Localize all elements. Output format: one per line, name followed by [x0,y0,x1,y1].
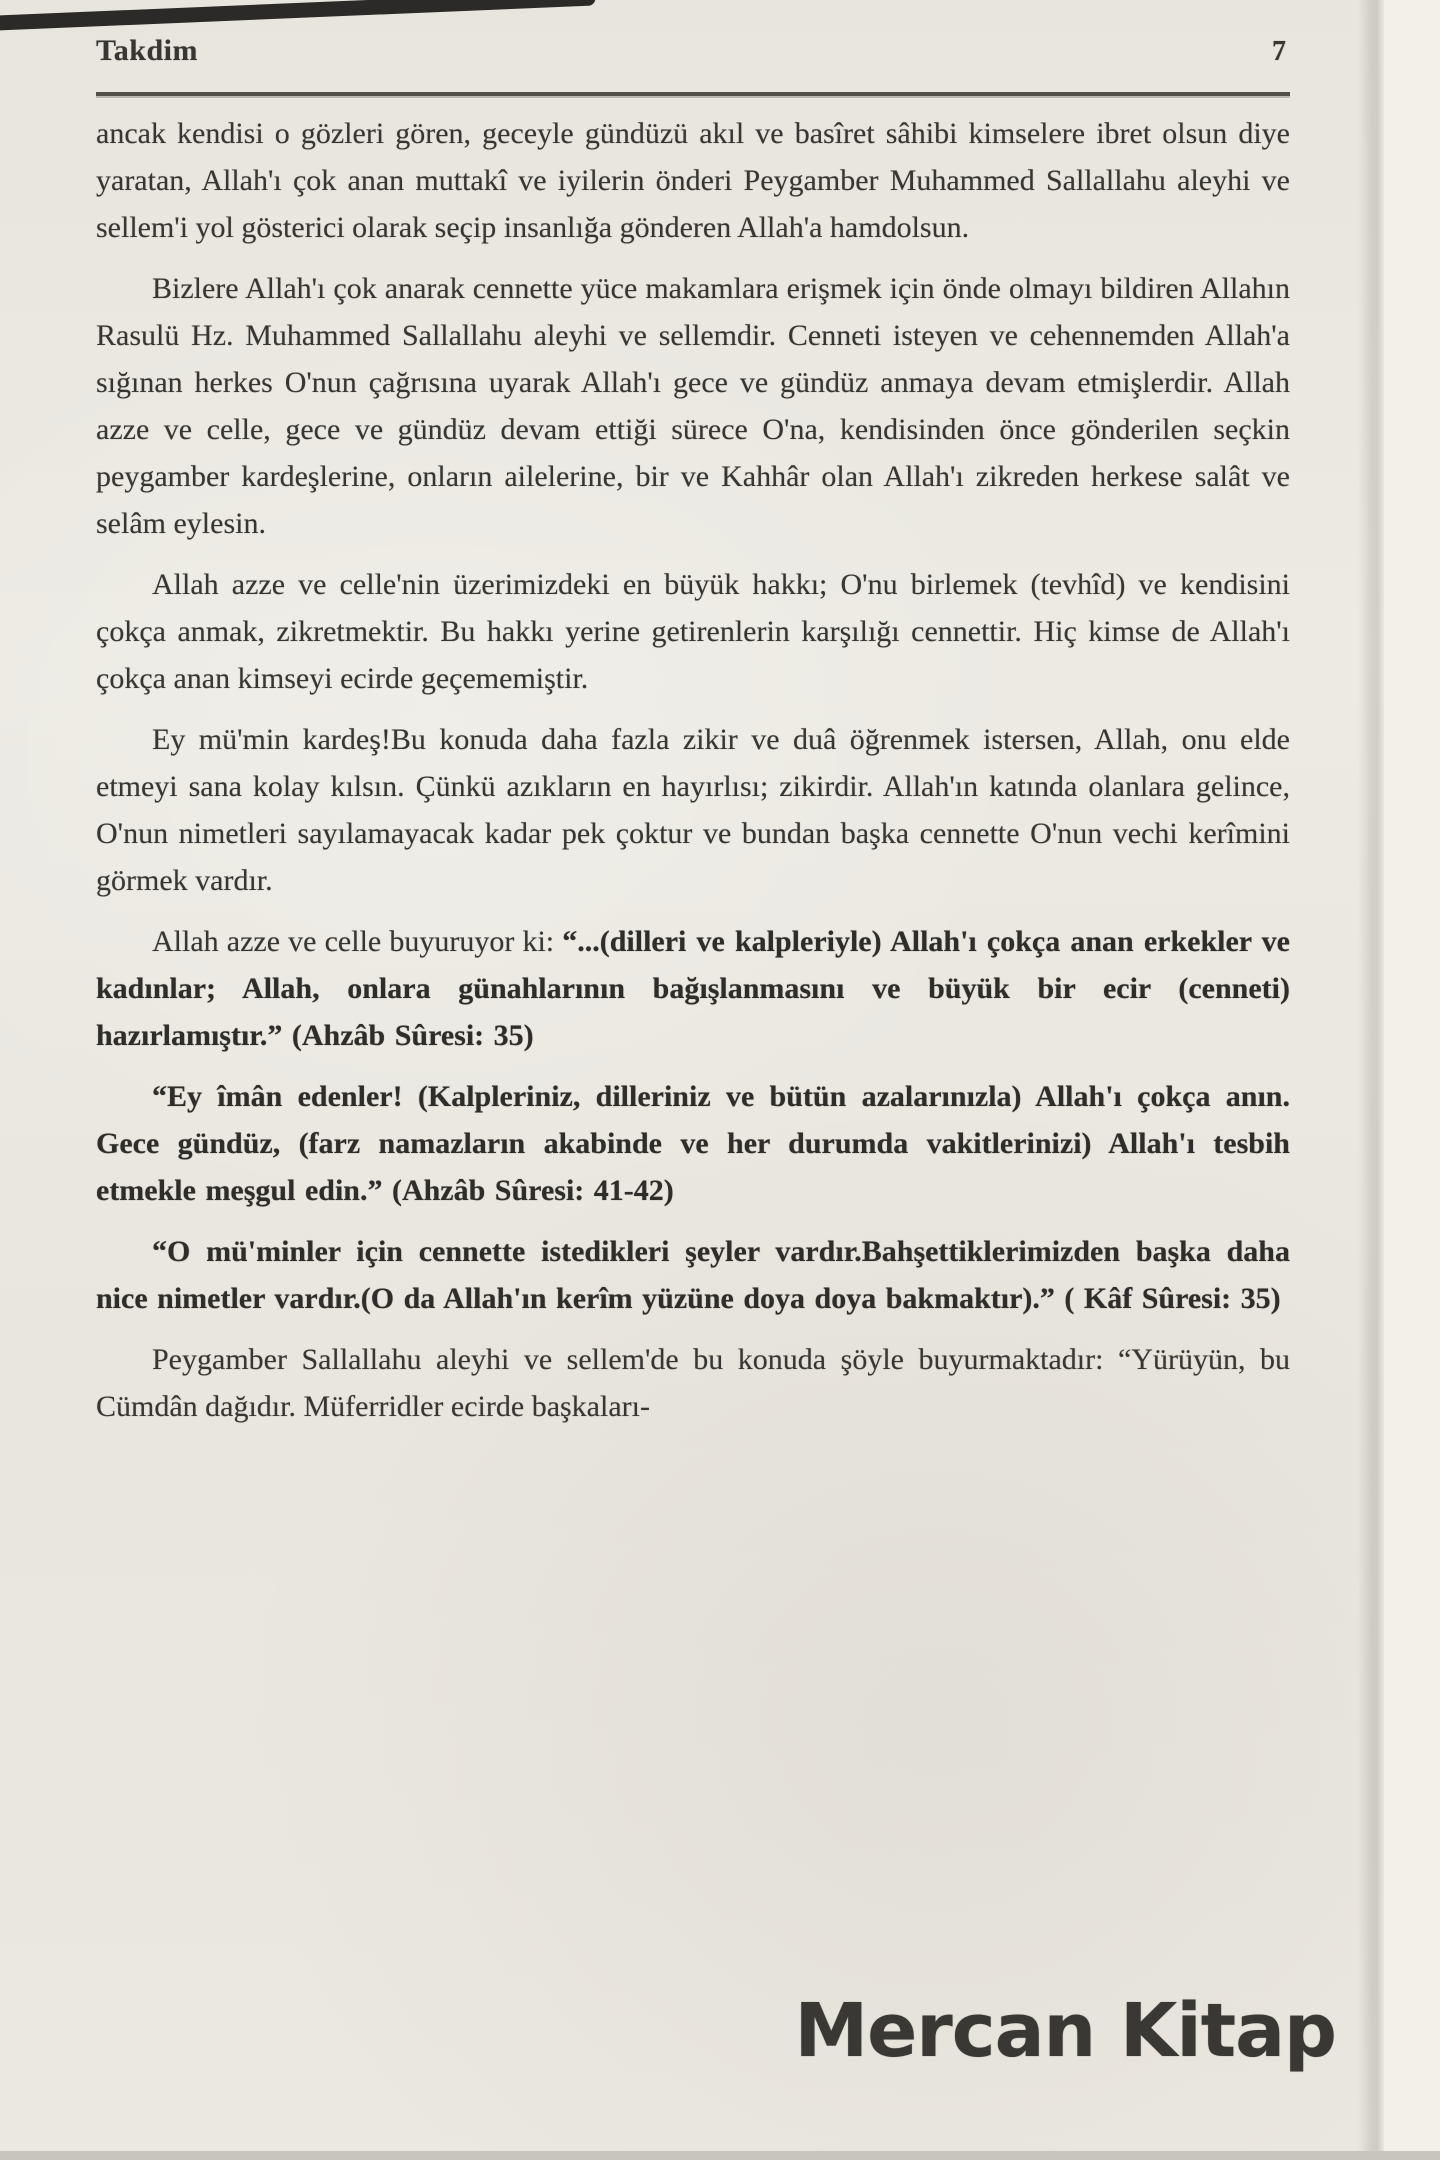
body-paragraph: Bizlere Allah'ı çok anarak cennette yüce makamlara erişmek için önde olmayı bildiren Allahın Rasulü Hz. Muhammed Sallallahu aleyhi ve sellemdir. Cenneti isteyen ve cehennemden Allah'a sığınan herkes O'nun çağrısına uyarak Allah'ı gece ve gündüz anmaya devam etmişlerdir. Allah azze ve celle, gece ve gündüz devam ettiği sürece O'na, kendisinden önce gönderilen seçkin peygamber kardeşlerine, onların ailelerine, bir ve Kahhâr olan Allah'ı zikreden herkese salât ve selâm eylesin. [96,272,1290,540]
page-margin-paper [1378,0,1440,2160]
page-edge-shadow [1358,0,1384,2160]
header-rule [96,92,1290,96]
page-title: Takdim [96,34,198,67]
body-paragraph: Peygamber Sallallahu aleyhi ve sellem'de bu konuda şöyle buyurmaktadır: “Yürüyün, bu Cümdân dağıdır. Müferridler ecirde başkaları- [96,1343,1290,1423]
quote-lead-in: Allah azze ve celle buyuruyor ki: [152,925,563,958]
body-paragraph: ancak kendisi o gözleri gören, geceyle gündüzü akıl ve basîret sâhibi kimselere ibret olsun diye yaratan, Allah'ı çok anan muttakî ve iyilerin önderi Peygamber Muhammed Sallallahu aleyhi ve sellem'i yol gösterici olarak seçip insanlığa gönderen Allah'a hamdolsun. [96,117,1290,244]
scan-artifact-top-left [0,0,596,31]
publisher-logo: Mercan Kitap [794,1988,1336,2074]
page-number: 7 [1272,36,1286,67]
quran-quote: “O mü'minler için cennette istedikleri şeyler vardır.Bahşettiklerimizden başka daha nice nimetler vardır.(O da Allah'ın kerîm yüzüne doya doya bakmaktır).” ( Kâf Sûresi: 35) [96,1235,1290,1315]
quote-paragraph [96,918,1290,1059]
body-text [96,110,1290,1444]
body-paragraph: Allah azze ve celle'nin üzerimizdeki en büyük hakkı; O'nu birlemek (tevhîd) ve kendisini çokça anmak, zikretmektir. Bu hakkı yerine getirenlerin karşılığı cennettir. Hiç kimse de Allah'ı çokça anan kimseyi ecirde geçememiştir. [96,568,1290,695]
quran-quote: “Ey îmân edenler! (Kalpleriniz, dilleriniz ve bütün azalarınızla) Allah'ı çokça anın. Gece gündüz, (farz namazların akabinde ve her durumda vakitlerinizi) Allah'ı tesbih etmekle meşgul edin.” (Ahzâb Sûresi: 41-42) [96,1080,1290,1207]
quran-quote: “...(dilleri ve kalpleriyle) Allah'ı çokça anan erkekler ve kadınlar; Allah, onlara günahlarının bağışlanmasını ve büyük bir ecir (cenneti) hazırlamıştır.” (Ahzâb Sûresi: 35) [96,925,1290,1052]
page-header [96,34,1290,68]
scan-bottom-edge [0,2151,1440,2160]
body-paragraph: Ey mü'min kardeş!Bu konuda daha fazla zikir ve duâ öğrenmek istersen, Allah, onu elde etmeyi sana kolay kılsın. Çünkü azıkların en hayırlısı; zikirdir. Allah'ın katında olanlara gelince, O'nun nimetleri sayılamayacak kadar pek çoktur ve bundan başka cennette O'nun vechi kerîmini görmek vardır. [96,723,1290,897]
